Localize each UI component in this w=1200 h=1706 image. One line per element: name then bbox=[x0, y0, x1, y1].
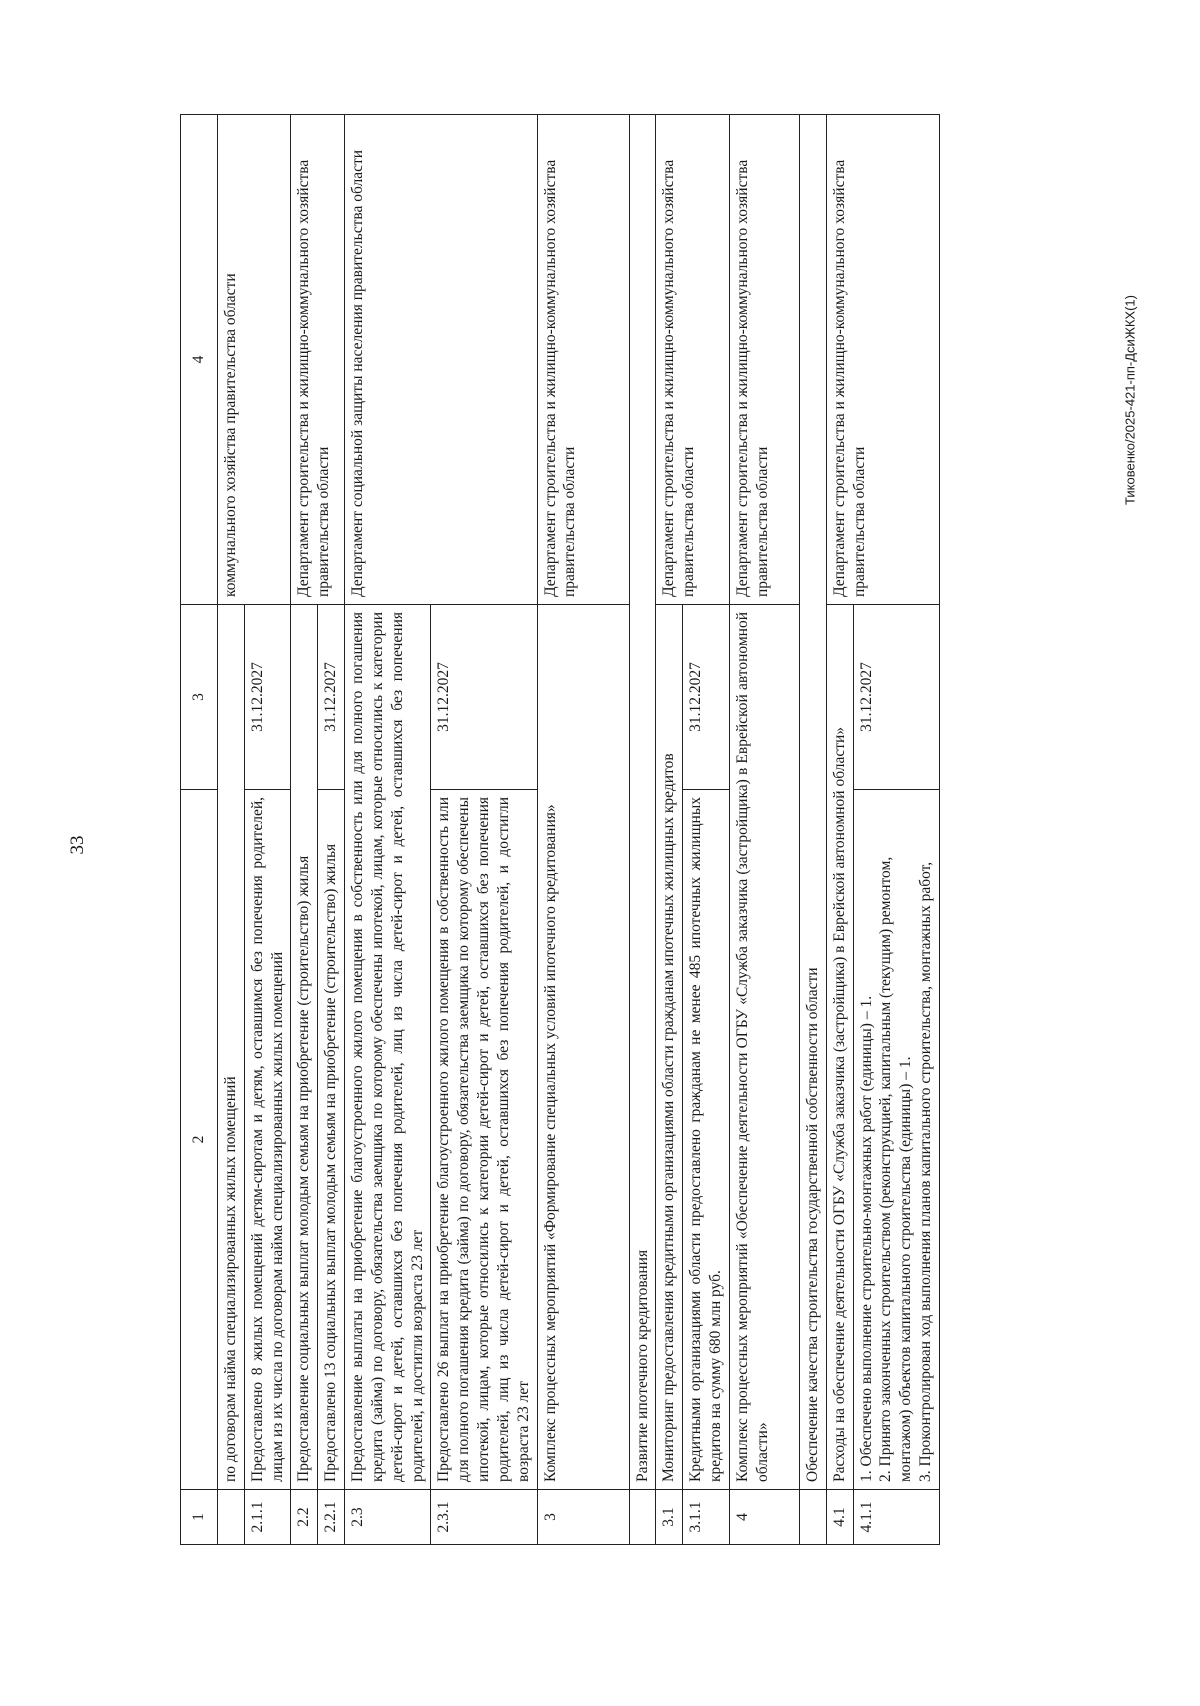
responsible-cell: Департамент строительства и жилищно-коммунального хозяйства правительства области bbox=[826, 115, 939, 605]
table-row bbox=[345, 115, 431, 1545]
table-row bbox=[291, 115, 318, 1545]
section-row bbox=[629, 115, 656, 1545]
row-text bbox=[853, 790, 939, 1490]
header-row bbox=[181, 115, 218, 1545]
responsible-cell: Департамент строительства и жилищно-коммунального хозяйства правительства области bbox=[537, 115, 629, 605]
row-date: 31.12.2027 bbox=[683, 605, 730, 790]
row-number: 4.1 bbox=[826, 1490, 853, 1545]
row-number bbox=[799, 1490, 826, 1545]
measures-table bbox=[180, 114, 940, 1545]
row-number bbox=[218, 1490, 245, 1545]
row-text: Предоставлено 13 социальных выплат молодым семьям на приобретение (строительство) жилья bbox=[318, 790, 345, 1490]
header-col-2: 2 bbox=[181, 790, 218, 1490]
row-text: Комплекс процессных мероприятий «Формирование специальных условий ипотечного кредитования» bbox=[537, 605, 629, 1490]
row-date: 31.12.2027 bbox=[853, 605, 939, 790]
row-number: 3.1.1 bbox=[683, 1490, 730, 1545]
header-col-3: 3 bbox=[181, 605, 218, 790]
row-number: 2.2.1 bbox=[318, 1490, 345, 1545]
row-text: Расходы на обеспечение деятельности ОГБУ «Служба заказчика (застройщика) в Еврейской автономной области» bbox=[826, 605, 853, 1490]
header-col-1: 1 bbox=[181, 1490, 218, 1545]
row-number: 2.2 bbox=[291, 1490, 318, 1545]
row-text: Предоставлено 26 выплат на приобретение благоустроенного жилого помещения в собственность или для полного погашения кредита (займа) по договору, обязательства заемщика по которому обеспечены ипотекой, лицам, которые относились к категории детей-сирот и детей, оставшихся без попечения родителей, лиц из числа детей-сирот и детей, оставшихся без попечения родителей, и достигли возраста 23 лет bbox=[431, 790, 537, 1490]
row-text: по договорам найма специализированных жилых помещений bbox=[218, 605, 245, 1490]
row-number: 4.1.1 bbox=[853, 1490, 939, 1545]
responsible-cell: Департамент социальной защиты населения правительства области bbox=[345, 115, 537, 605]
responsible-cell: Департамент строительства и жилищно-коммунального хозяйства правительства области bbox=[291, 115, 345, 605]
row-text: Предоставление социальных выплат молодым семьям на приобретение (строительство) жилья bbox=[291, 605, 318, 1490]
row-text-line: 2. Принято законченных строительством (реконструкцией, капитальным (текущим) ремонтом, монтажом) объектов капитального строительства (единицы) – 1. bbox=[877, 856, 915, 1482]
responsible-cell: Департамент строительства и жилищно-коммунального хозяйства правительства области bbox=[729, 115, 799, 605]
section-title: Развитие ипотечного кредитования bbox=[629, 115, 656, 1490]
row-number: 3.1 bbox=[656, 1490, 683, 1545]
page-number: 33 bbox=[67, 835, 88, 855]
row-text: Предоставлено 8 жилых помещений детям-сиротам и детям, оставшимся без попечения родителей, лицам из их числа по договорам найма специализированных жилых помещений bbox=[244, 790, 291, 1490]
section-title: Обеспечение качества строительства государственной собственности области bbox=[799, 115, 826, 1490]
row-number bbox=[629, 1490, 656, 1545]
table-row bbox=[218, 115, 245, 1545]
row-date: 31.12.2027 bbox=[244, 605, 291, 790]
rotated-page-content bbox=[180, 115, 1120, 1545]
row-number: 2.3.1 bbox=[431, 1490, 537, 1545]
row-text: Кредитными организациями области предоставлено гражданам не менее 485 ипотечных жилищных кредитов на сумму 680 млн руб. bbox=[683, 790, 730, 1490]
row-number: 2.1.1 bbox=[244, 1490, 291, 1545]
table-row bbox=[656, 115, 683, 1545]
row-number: 3 bbox=[537, 1490, 629, 1545]
table-row bbox=[537, 115, 629, 1545]
table-row bbox=[729, 115, 799, 1545]
document-code: Тиковенко/2025-421-пп-ДсиЖКХ(1) bbox=[1122, 295, 1138, 505]
row-number: 4 bbox=[729, 1490, 799, 1545]
row-text: Предоставление выплаты на приобретение благоустроенного жилого помещения в собственность или для полного погашения кредита (займа) по договору, обязательства заемщика по которому обеспечены ипотекой, лицам, которые относились к категории детей-сирот и детей, оставшихся без попечения родителей, лиц из числа детей-сирот и детей, оставшихся без попечения родителей, и достигли возраста 23 лет bbox=[345, 605, 431, 1490]
responsible-cell: Департамент строительства и жилищно-коммунального хозяйства правительства области bbox=[656, 115, 729, 605]
row-text-line: 3. Проконтролирован ход выполнения планов капитального строительства, монтажных работ, bbox=[917, 861, 935, 1482]
row-text-line: 1. Обеспечено выполнение строительно-монтажных работ (единицы) – 1. bbox=[857, 995, 875, 1482]
responsible-cell: коммунального хозяйства правительства области bbox=[218, 115, 291, 605]
row-text: Мониторинг предоставления кредитными организациями области гражданам ипотечных жилищных кредитов bbox=[656, 605, 683, 1490]
row-date: 31.12.2027 bbox=[431, 605, 537, 790]
row-number: 2.3 bbox=[345, 1490, 431, 1545]
section-row bbox=[799, 115, 826, 1545]
header-col-4: 4 bbox=[181, 115, 218, 605]
row-text: Комплекс процессных мероприятий «Обеспечение деятельности ОГБУ «Служба заказчика (застройщика) в Еврейской автономной области» bbox=[729, 605, 799, 1490]
row-date: 31.12.2027 bbox=[318, 605, 345, 790]
table-row bbox=[826, 115, 853, 1545]
